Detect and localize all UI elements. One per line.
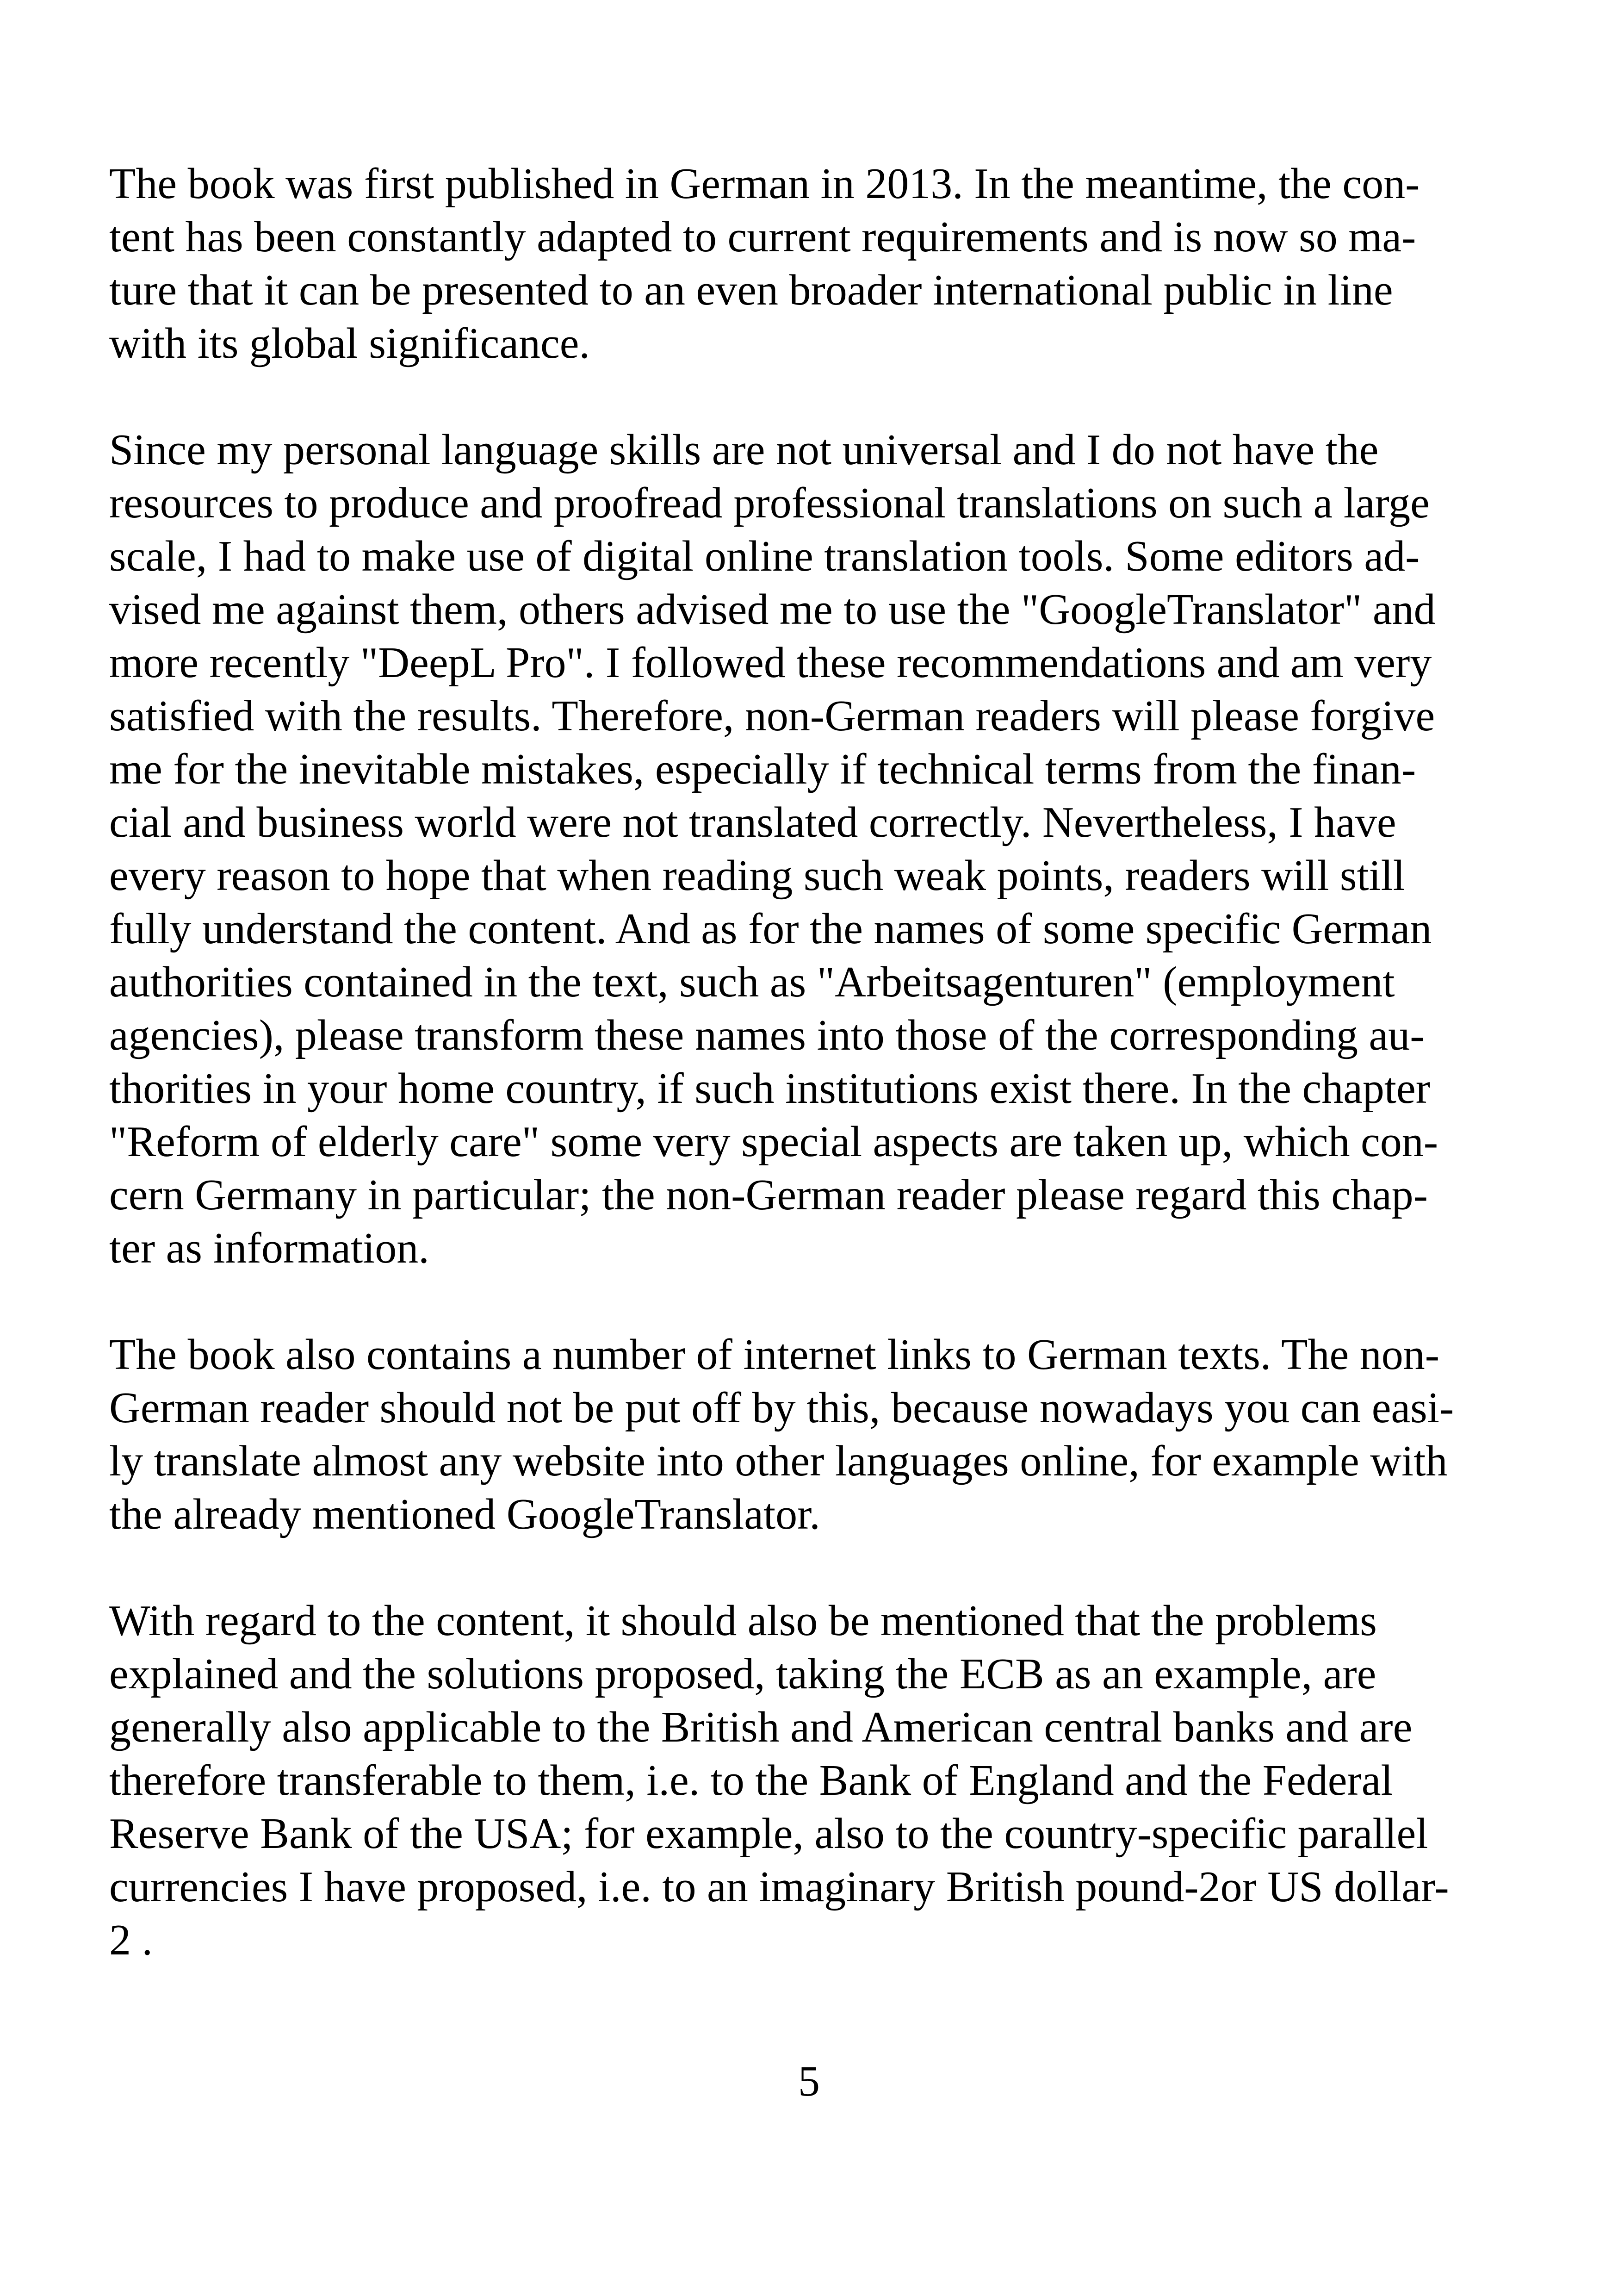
text-line: every reason to hope that when reading such weak points, readers will still [109,852,1405,900]
text-line: more recently "DeepL Pro". I followed these recommendations and am very [109,639,1432,687]
text-line: The book was first published in German in 2013. In the meantime, the con- [109,160,1420,208]
text-line: Since my personal language skills are not universal and I do not have the [109,426,1379,474]
text-line: "Reform of elderly care" some very special aspects are taken up, which con- [109,1118,1438,1166]
text-line: 2 . [109,1916,153,1964]
text-line: the already mentioned GoogleTranslator. [109,1490,820,1538]
text-line: ture that it can be presented to an even broader international public in line [109,266,1393,314]
paragraph-content-applicability [109,1594,1525,1967]
text-line: cial and business world were not translated correctly. Nevertheless, I have [109,798,1396,846]
text-line: with its global significance. [109,319,590,367]
text-line: tent has been constantly adapted to current requirements and is now so ma- [109,213,1416,261]
paragraph-translation-note [109,423,1525,1275]
paragraph-internet-links [109,1328,1525,1541]
text-line: fully understand the content. And as for the names of some specific German [109,905,1432,953]
text-line: Reserve Bank of the USA; for example, also to the country-specific parallel [109,1810,1428,1858]
text-line: The book also contains a number of internet links to German texts. The non- [109,1331,1440,1379]
text-line: thorities in your home country, if such institutions exist there. In the chapter [109,1064,1431,1113]
text-line: cern Germany in particular; the non-German reader please regard this chap- [109,1171,1428,1219]
text-line: ter as information. [109,1224,429,1272]
text-line: satisfied with the results. Therefore, non-German readers will please forgive [109,692,1435,740]
text-line: authorities contained in the text, such as "Arbeitsagenturen" (employment [109,958,1395,1006]
text-line: generally also applicable to the British and American central banks and are [109,1703,1413,1751]
text-line: me for the inevitable mistakes, especially if technical terms from the finan- [109,745,1416,793]
paragraph-first-publication [109,157,1525,370]
body-text [109,157,1525,2020]
text-line: vised me against them, others advised me to use the "GoogleTranslator" and [109,585,1436,634]
page-number: 5 [798,2057,820,2105]
text-line: scale, I had to make use of digital online translation tools. Some editors ad- [109,532,1420,580]
text-line: explained and the solutions proposed, taking the ECB as an example, are [109,1650,1376,1698]
text-line: With regard to the content, it should also be mentioned that the problems [109,1597,1377,1645]
text-line: agencies), please transform these names into those of the corresponding au- [109,1011,1425,1059]
text-line: therefore transferable to them, i.e. to the Bank of England and the Federal [109,1756,1393,1804]
text-line: German reader should not be put off by this, because nowadays you can easi- [109,1384,1454,1432]
text-line: ly translate almost any website into other languages online, for example with [109,1437,1448,1485]
text-line: currencies I have proposed, i.e. to an imaginary British pound-2or US dollar- [109,1863,1449,1911]
text-line: resources to produce and proofread professional translations on such a large [109,479,1430,527]
